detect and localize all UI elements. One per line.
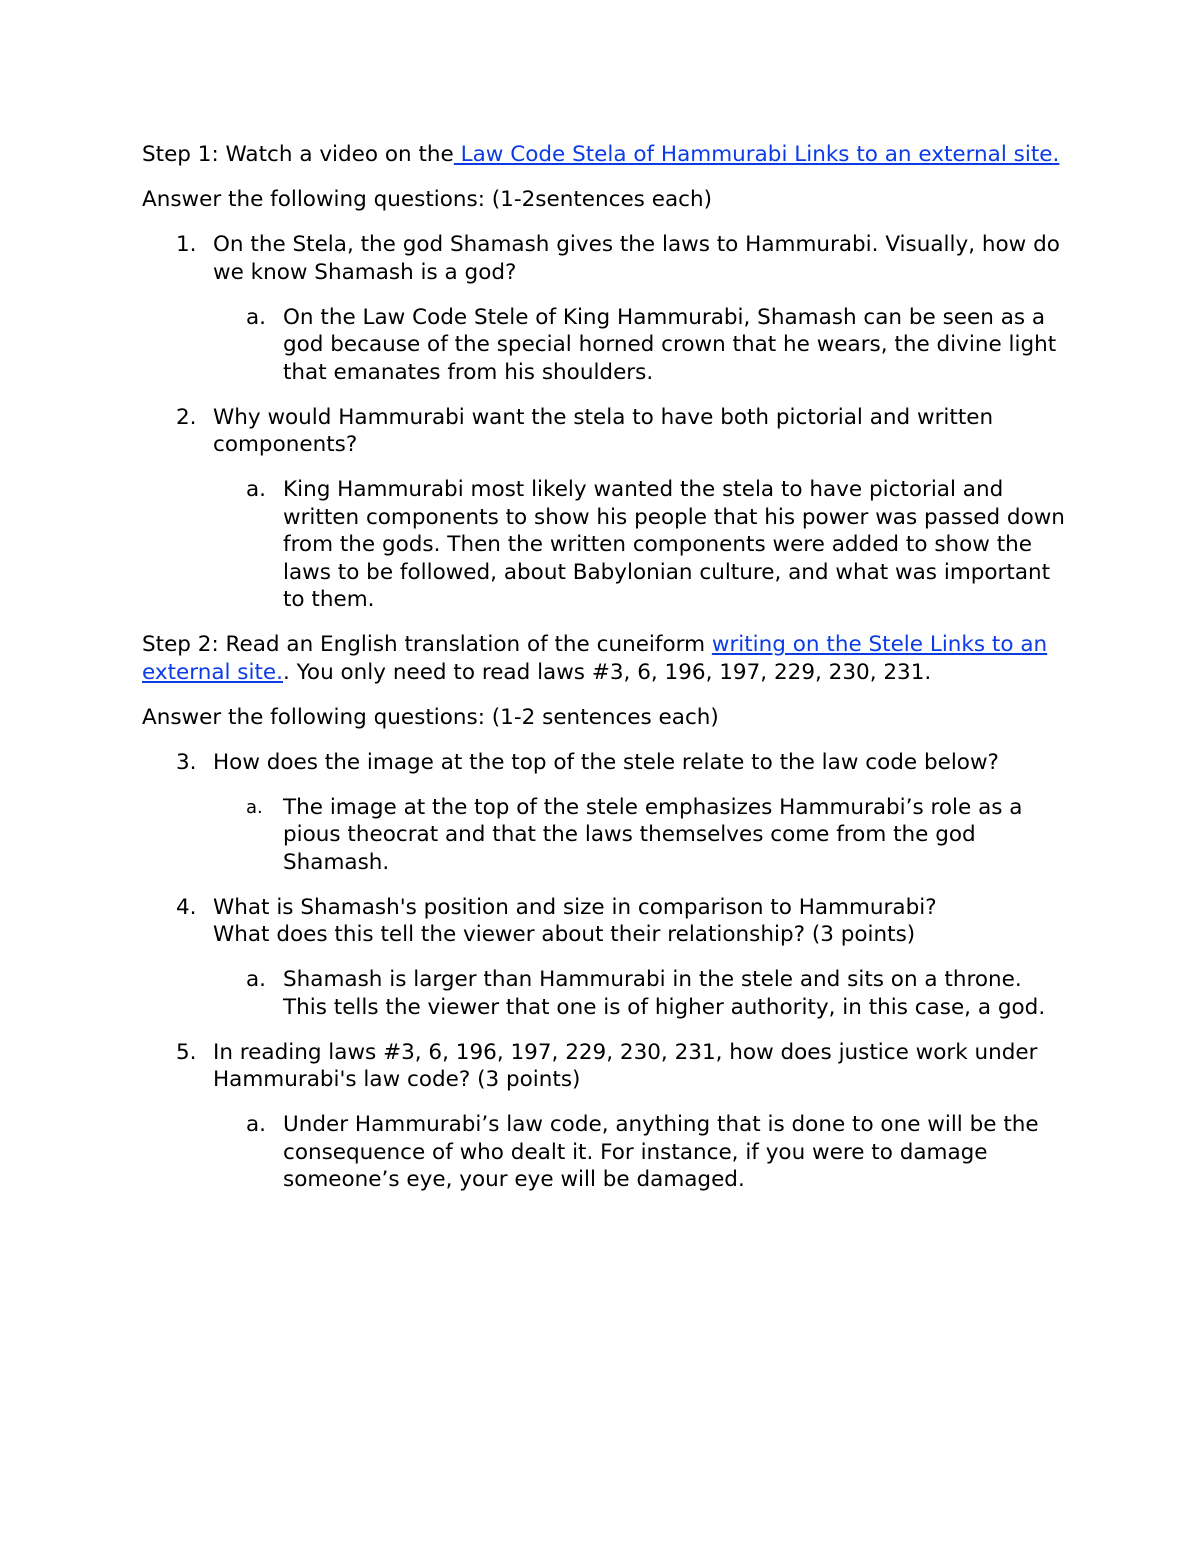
- answer-4: [142, 966, 1072, 1021]
- question-1: [142, 231, 1072, 286]
- answer-5: [142, 1111, 1072, 1194]
- stele-translation-link[interactable]: writing on the Stele Links to an external site.: [142, 632, 1048, 685]
- answer-1: [142, 304, 1072, 387]
- question-number: 2.: [176, 404, 197, 430]
- question-text-line1: What is Shamash's position and size in comparison to Hammurabi?: [213, 894, 937, 920]
- question-4: [142, 894, 1072, 949]
- answer-label: a.: [246, 304, 267, 330]
- hammurabi-video-link[interactable]: Law Code Stela of Hammurabi Links to an external site.: [453, 142, 1060, 167]
- question-2: [142, 404, 1072, 459]
- question-3: [142, 749, 1072, 777]
- questions-prompt-1: Answer the following questions: (1-2sentences each): [142, 187, 712, 212]
- step2-text: Step 2: Read an English translation of the cuneiform: [142, 632, 712, 657]
- answer-label: a.: [246, 1112, 267, 1137]
- question-5: [142, 1039, 1072, 1094]
- question-number: 5.: [176, 1039, 197, 1065]
- question-text: In reading laws #3, 6, 196, 197, 229, 230, 231, how does justice work under Hammurabi's law code? (3 points): [213, 1039, 1038, 1092]
- answer-label: a.: [246, 967, 267, 992]
- question-text: Why would Hammurabi want the stela to have both pictorial and written components?: [213, 404, 994, 457]
- answer-label: a.: [246, 796, 263, 818]
- answer-2: [142, 476, 1072, 614]
- answer-text: The image at the top of the stele emphasizes Hammurabi’s role as a pious theocrat and that the laws themselves come from the god Shamash.: [283, 794, 1023, 875]
- question-number: 1.: [176, 232, 197, 257]
- answer-text: Under Hammurabi’s law code, anything that is done to one will be the consequence of who dealt it. For instance, if you were to damage someone’s eye, your eye will be damaged.: [283, 1112, 1039, 1192]
- step2-paragraph: [142, 631, 1072, 686]
- answer-label: a.: [246, 477, 267, 502]
- document-page: [142, 141, 1072, 1211]
- question-number: 4.: [176, 894, 197, 920]
- step1-text: Step 1: Watch a video on the: [142, 142, 454, 167]
- question-number: 3.: [176, 749, 197, 775]
- questions-prompt-2: Answer the following questions: (1-2 sentences each): [142, 704, 719, 730]
- question-text: On the Stela, the god Shamash gives the laws to Hammurabi. Visually, how do we know Shamash is a god?: [213, 232, 1060, 285]
- step2-suffix: . You only need to read laws #3, 6, 196, 197, 229, 230, 231.: [282, 659, 932, 685]
- question-text: How does the image at the top of the stele relate to the law code below?: [213, 749, 999, 775]
- step1-paragraph: [142, 141, 1072, 169]
- answer-text: King Hammurabi most likely wanted the stela to have pictorial and written components to show his people that his power was passed down from the gods. Then the written components were added to show the laws to be followed, about Babylonian culture, and what was important to them.: [283, 477, 1065, 612]
- answer-3: [142, 794, 1072, 877]
- answer-text: On the Law Code Stele of King Hammurabi, Shamash can be seen as a god because of the special horned crown that he wears, the divine light that emanates from his shoulders.: [283, 304, 1057, 385]
- question-text-line2: What does this tell the viewer about their relationship? (3 points): [213, 922, 916, 947]
- answer-text: Shamash is larger than Hammurabi in the stele and sits on a throne. This tells the viewer that one is of higher authority, in this case, a god.: [283, 967, 1046, 1020]
